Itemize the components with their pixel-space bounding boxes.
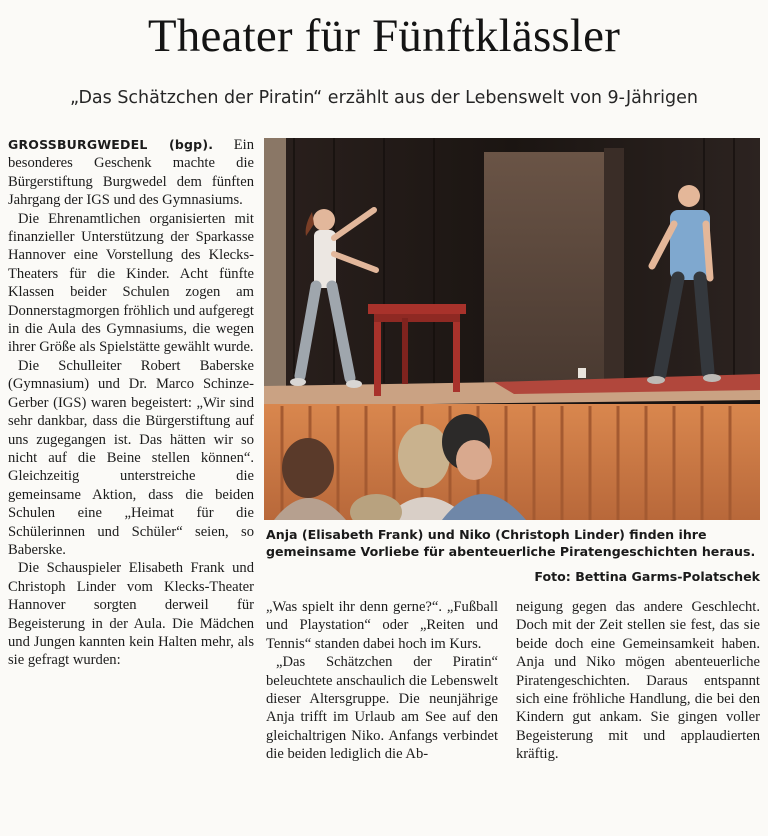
body-paragraph: Die Schauspieler Elisabeth Frank und Christoph Linder vom Klecks-Theater Hannover sorgten derweil für Begeisterung in der Aula. Die Mädchen und Jungen kannten kein Halten mehr, als sie gefragt wurden: (8, 560, 254, 669)
article-column-right (516, 598, 760, 764)
body-paragraph: „Was spielt ihr denn gerne?“. „Fußball und Playstation“ oder „Reiten und Tennis“ standen dabei hoch im Kurs. (266, 599, 498, 652)
article-column-middle (266, 598, 498, 764)
stage-photo (264, 138, 760, 520)
body-paragraph: neigung gegen das andere Geschlecht. Doch mit der Zeit stellen sie fest, das sie beide doch eine Gemeinsamkeit haben. Anja und Niko mögen abenteuerliche Piratengeschichten. Daraus entspannt sich eine fröhliche Handlung, die bei den Kindern gut ankam. Sie gingen voller Begeisterung mit und applaudierten kräftig. (516, 599, 760, 763)
body-paragraph: Die Ehrenamtlichen organisierten mit finanzieller Unterstützung der Sparkasse Hannover eine Vorstellung des Klecks-Theaters für die Kinder. Acht fünfte Klassen beider Schulen zogen am Donnerstagmorgen fröhlich und aufgeregt in die Aula des Gymnasiums, die wegen ihrer Größe als Spielstätte gewählt wurde. (8, 210, 254, 356)
headline: Theater für Fünftklässler (147, 10, 621, 62)
lead-text: Ein besonderes Geschenk machte die Bürgerstiftung Burgwedel dem fünften Jahrgang der IGS und des Gymnasiums. (8, 137, 254, 209)
article-column-left (8, 136, 254, 670)
body-paragraph: Die Schulleiter Robert Baberske (Gymnasium) und Dr. Marco Schinze-Gerber (IGS) waren begeistert: „Wir sind sehr dankbar, dass die Bürgerstiftung auf uns zugegangen ist. Das hätten wir so nicht auf die Beine stellen können“. Gleichzeitig unterstreiche die gemeinsame Aktion, dass die beiden Schulen eine „Heimat für die Schülerinnen und Schüler“ seien, so Baberske. (8, 357, 254, 558)
subheadline: „Das Schätzchen der Piratin“ erzählt aus der Lebenswelt von 9-Jährigen (70, 88, 698, 108)
body-paragraph: „Das Schätzchen der Piratin“ beleuchtete anschaulich die Lebenswelt dieser Altersgruppe. Die neunjährige Anja trifft im Urlaub am See auf den gleichaltrigen Niko. Anfangs verbindet die beiden lediglich die Ab- (266, 654, 498, 763)
photo-credit: Foto: Bettina Garms-Polatschek (534, 569, 760, 584)
lead-paragraph (8, 136, 254, 210)
stage-photo-illustration (264, 138, 760, 520)
photo-caption: Anja (Elisabeth Frank) und Niko (Christoph Linder) finden ihre gemeinsame Vorliebe für abenteuerliche Piratengeschichten heraus. (266, 527, 756, 559)
dateline: GROSSBURGWEDEL (bgp). (8, 137, 214, 152)
